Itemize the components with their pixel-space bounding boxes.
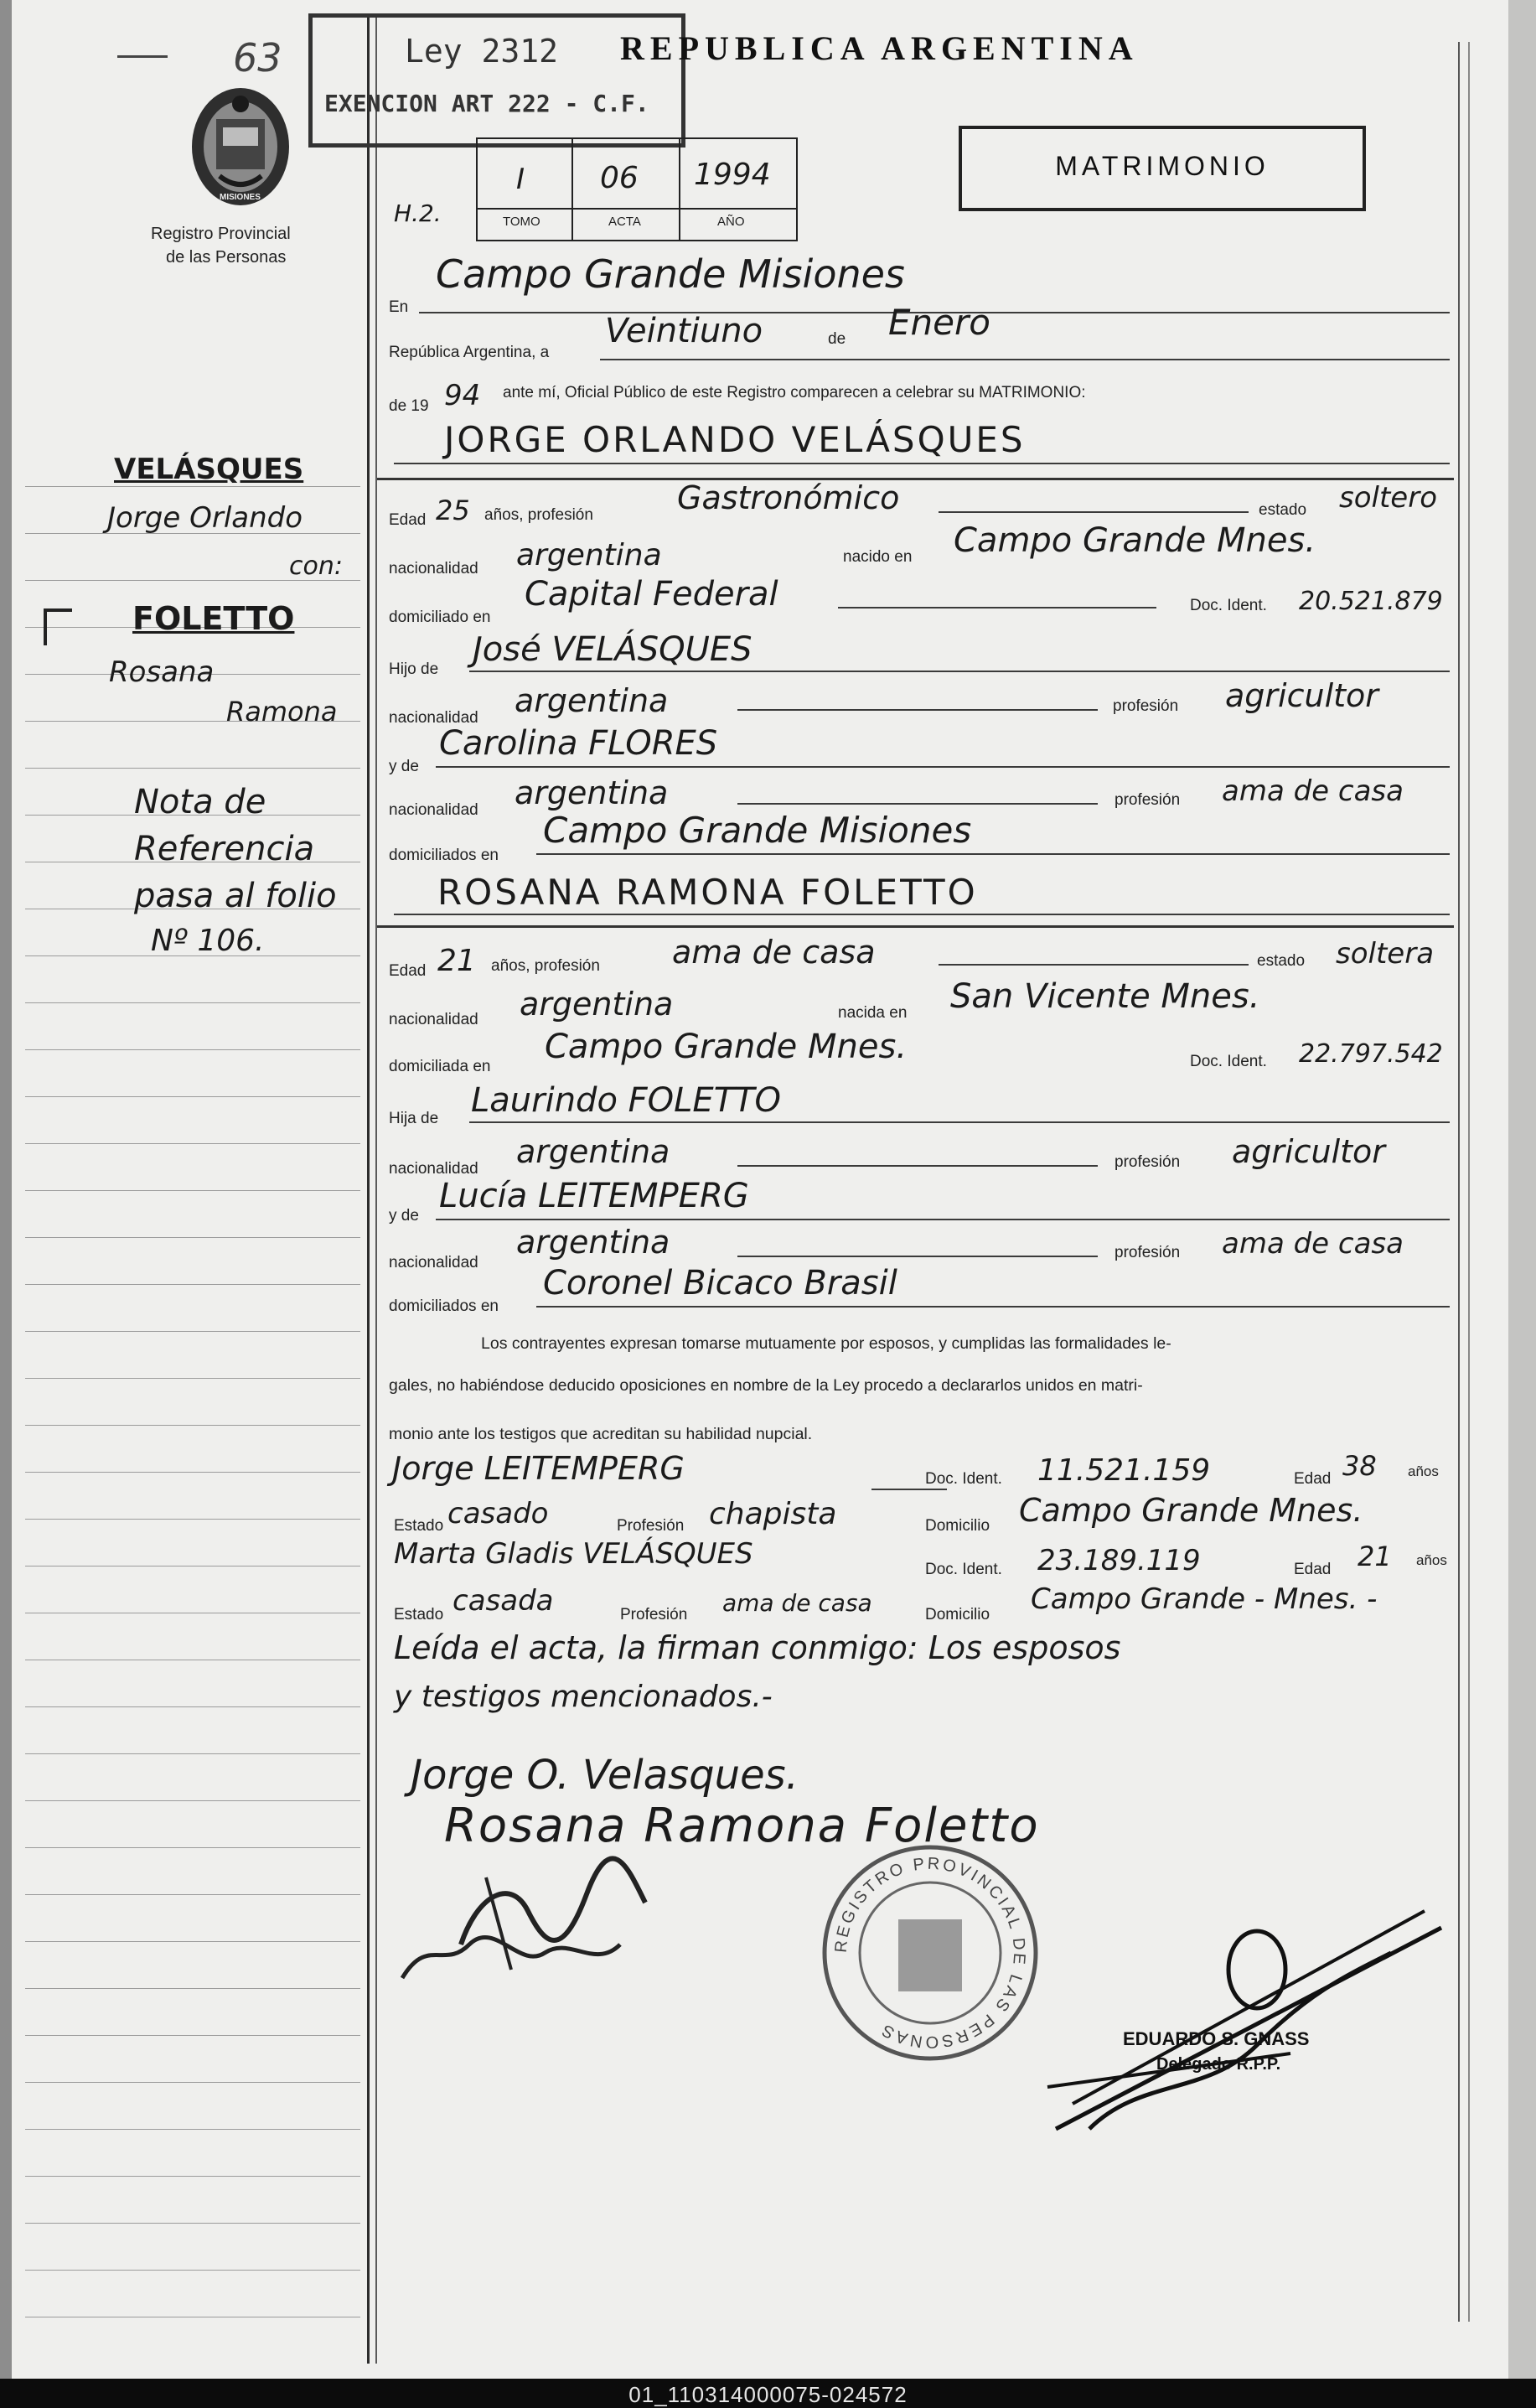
groom-edad-label: Edad	[389, 511, 427, 529]
line	[394, 914, 1450, 915]
record-acta-label: ACTA	[608, 215, 641, 229]
margin-note-line3: pasa al folio	[134, 877, 337, 915]
groom-padre-nac-label: nacionalidad	[389, 709, 478, 727]
margin-ruled-line	[25, 1378, 360, 1379]
bride-nacionalidad-label: nacionalidad	[389, 1011, 478, 1028]
bride-padres-dom-label: domiciliados en	[389, 1297, 499, 1315]
margin-ruled-line	[25, 1472, 360, 1473]
margin-ruled-line	[25, 1002, 360, 1003]
groom-padre-nac: argentina	[515, 682, 669, 719]
category-box	[959, 126, 1366, 211]
right-binding-line-2	[1468, 42, 1470, 2322]
seal-text: MISIONES	[220, 193, 261, 202]
margin-ruled-line	[25, 2129, 360, 2130]
page-number: 63	[233, 35, 282, 80]
groom-y-de-label: y de	[389, 758, 419, 775]
record-divider-1	[571, 139, 573, 240]
bride-edad-label: Edad	[389, 962, 427, 980]
round-registry-stamp	[821, 1844, 1039, 2062]
witness1-edad: 38	[1342, 1450, 1377, 1482]
column-divider	[367, 17, 370, 2364]
groom-nacionalidad-label: nacionalidad	[389, 560, 478, 577]
right-binding-line	[1458, 42, 1460, 2322]
margin-note-line4: Nº 106.	[151, 924, 265, 958]
bride-anos-prof-label: años, profesión	[491, 957, 600, 975]
groom-estado: soltero	[1339, 481, 1437, 515]
witness2-estado: casada	[453, 1584, 554, 1618]
ante-text: ante mí, Oficial Público de este Registro comparecen a celebrar su MATRIMONIO:	[503, 384, 1086, 401]
witness1-domicilio: Campo Grande Mnes.	[1019, 1492, 1363, 1529]
groom-domiciliado-label: domiciliado en	[389, 608, 491, 626]
witness2-edad-label: Edad	[1294, 1561, 1332, 1578]
witness1-estado-label: Estado	[394, 1517, 444, 1535]
margin-ruled-line	[25, 768, 360, 769]
groom-estado-label: estado	[1259, 501, 1307, 519]
line	[436, 1219, 1450, 1220]
groom-madre: Carolina FLORES	[439, 724, 718, 763]
official-title: Delegado R.P.P.	[1156, 2055, 1281, 2074]
bride-madre: Lucía LEITEMPERG	[439, 1177, 749, 1215]
groom-madre-prof: ama de casa	[1222, 774, 1404, 808]
bride-madre-prof-label: profesión	[1115, 1244, 1181, 1261]
margin-note-line1: Nota de	[134, 783, 266, 821]
margin-ruled-line	[25, 2176, 360, 2177]
groom-hijo-label: Hijo de	[389, 660, 439, 678]
witness2-edad: 21	[1358, 1541, 1392, 1572]
groom-madre-nac-label: nacionalidad	[389, 801, 478, 819]
record-ano: 1994	[694, 158, 771, 192]
margin-ruled-line	[25, 1190, 360, 1191]
registry-name-line1: Registro Provincial	[151, 225, 291, 243]
margin-ruled-line	[25, 1284, 360, 1285]
registry-seal	[186, 84, 295, 210]
section-rule	[377, 925, 1454, 928]
margin-ruled-line	[25, 2270, 360, 2271]
de-label: de	[828, 330, 846, 348]
groom-padre-prof: agricultor	[1225, 677, 1378, 714]
line	[394, 463, 1450, 464]
record-tomo-label: TOMO	[503, 215, 540, 229]
groom-nacido-label: nacido en	[843, 548, 913, 566]
witness2-name: Marta Gladis VELÁSQUES	[394, 1537, 753, 1571]
document-id: 01_110314000075-024572	[628, 2382, 908, 2407]
section-rule	[377, 478, 1454, 480]
bride-padre: Laurindo FOLETTO	[471, 1081, 782, 1120]
margin-ruled-line	[25, 2223, 360, 2224]
line	[536, 853, 1450, 855]
record-prefix: H.2.	[394, 199, 442, 227]
witness1-doc: 11.521.159	[1037, 1453, 1211, 1488]
declaration-line2: gales, no habiéndose deducido oposiciones en nombre de la Ley procedo a declararlos unidos en matri-	[389, 1376, 1143, 1395]
record-label-rule	[478, 208, 796, 210]
round-stamp-text: REGISTRO PROVINCIAL DE LAS PERSONAS	[831, 1854, 1029, 2052]
margin-ruled-line	[25, 1143, 360, 1144]
record-divider-2	[679, 139, 680, 240]
groom-padres-dom: Campo Grande Misiones	[543, 810, 972, 851]
bride-domicilio: Campo Grande Mnes.	[545, 1028, 908, 1066]
registry-name-line2: de las Personas	[166, 248, 287, 267]
official-name: EDUARDO S. GNASS	[1123, 2028, 1310, 2049]
en-label: En	[389, 298, 409, 316]
margin-ruled-line	[25, 1425, 360, 1426]
margin-ruled-line	[25, 486, 360, 487]
witness2-doc-label: Doc. Ident.	[925, 1561, 1002, 1578]
line	[436, 766, 1450, 768]
record-tomo: I	[516, 163, 525, 196]
bride-profesion: ama de casa	[672, 934, 876, 971]
official-signature-scrawl	[1039, 1877, 1458, 2146]
margin-ruled-line	[25, 1847, 360, 1848]
witness2-doc: 23.189.119	[1037, 1544, 1201, 1577]
line	[469, 1121, 1450, 1123]
bride-nacida-en: San Vicente Mnes.	[950, 977, 1260, 1016]
line	[536, 1306, 1450, 1308]
bride-madre-nac-label: nacionalidad	[389, 1254, 478, 1271]
margin-bride-name1: Rosana	[109, 655, 215, 689]
line	[871, 1489, 947, 1490]
groom-nacionalidad: argentina	[516, 538, 662, 572]
margin-ruled-line	[25, 1800, 360, 1801]
bride-padre-nac: argentina	[516, 1133, 670, 1170]
margin-mark	[44, 608, 72, 645]
line	[737, 1165, 1098, 1167]
groom-nacido-en: Campo Grande Mnes.	[954, 521, 1316, 560]
witness2-profesion-label: Profesión	[620, 1606, 688, 1623]
groom-padre: José VELÁSQUES	[473, 630, 752, 669]
bride-signature: Rosana Ramona Foletto	[444, 1799, 1040, 1853]
bride-estado-label: estado	[1257, 952, 1306, 970]
witness1-domicilio-label: Domicilio	[925, 1517, 990, 1535]
margin-ruled-line	[25, 1941, 360, 1942]
bride-madre-nac: argentina	[516, 1224, 670, 1261]
groom-padres-dom-label: domiciliados en	[389, 847, 499, 864]
bride-doc-label: Doc. Ident.	[1190, 1053, 1267, 1070]
line	[838, 607, 1156, 608]
marriage-place: Campo Grande Misiones	[436, 251, 905, 297]
groom-domicilio: Capital Federal	[525, 575, 778, 614]
margin-ruled-line	[25, 2035, 360, 2036]
margin-ruled-line	[25, 1753, 360, 1754]
margin-ruled-line	[25, 1894, 360, 1895]
bride-estado: soltera	[1336, 937, 1435, 971]
margin-ruled-line	[25, 1096, 360, 1097]
groom-full-name: JORGE ORLANDO VELÁSQUES	[444, 419, 1026, 460]
groom-padre-prof-label: profesión	[1113, 697, 1179, 715]
bride-y-de-label: y de	[389, 1207, 419, 1225]
line	[737, 1256, 1098, 1257]
bride-padre-prof: agricultor	[1232, 1133, 1385, 1170]
witness1-name: Jorge LEITEMPERG	[392, 1450, 685, 1487]
bride-domiciliada-label: domiciliada en	[389, 1058, 491, 1075]
margin-ruled-line	[25, 1988, 360, 1989]
groom-signature: Jorge O. Velasques.	[411, 1752, 799, 1799]
witness2-profesion: ama de casa	[722, 1589, 872, 1617]
bride-edad: 21	[437, 944, 476, 978]
declaration-line1: Los contrayentes expresan tomarse mutuamente por esposos, y cumplidas las formalidades le-	[481, 1334, 1171, 1353]
witness1-doc-label: Doc. Ident.	[925, 1470, 1002, 1488]
groom-doc-label: Doc. Ident.	[1190, 597, 1267, 614]
record-ano-label: AÑO	[717, 215, 745, 229]
right-page-edge	[1508, 0, 1536, 2379]
witness1-edad-label: Edad	[1294, 1470, 1332, 1488]
margin-bride-surname: FOLETTO	[132, 600, 295, 637]
margin-con: con:	[289, 552, 343, 581]
margin-ruled-line	[25, 2082, 360, 2083]
margin-ruled-line	[25, 1049, 360, 1050]
margin-ruled-line	[25, 1331, 360, 1332]
coat-of-arms-icon	[186, 84, 295, 210]
marriage-month: Enero	[888, 302, 990, 343]
closing-line2: y testigos mencionados.-	[394, 1680, 773, 1714]
republica-label: República Argentina, a	[389, 344, 550, 361]
groom-profesion: Gastronómico	[677, 479, 900, 516]
witness2-estado-label: Estado	[394, 1606, 444, 1623]
bride-nacionalidad: argentina	[520, 986, 674, 1023]
margin-note-line2: Referencia	[134, 830, 315, 868]
groom-madre-nac: argentina	[515, 774, 669, 811]
year-suffix: 94	[444, 379, 481, 412]
witness2-domicilio-label: Domicilio	[925, 1606, 990, 1623]
witness2-domicilio: Campo Grande - Mnes. -	[1031, 1582, 1378, 1616]
groom-edad: 25	[436, 495, 470, 526]
bride-padre-nac-label: nacionalidad	[389, 1160, 478, 1178]
witness1-estado: casado	[447, 1497, 549, 1530]
category-label: MATRIMONIO	[1055, 151, 1270, 181]
witness1-profesion: chapista	[709, 1497, 837, 1531]
ley-stamp-line1: Ley 2312	[405, 33, 559, 70]
margin-groom-names: Jorge Orlando	[107, 501, 303, 535]
bride-hija-label: Hija de	[389, 1110, 439, 1127]
ley-stamp-line2: EXENCION ART 222 - C.F.	[324, 90, 649, 117]
marriage-day: Veintiuno	[605, 312, 763, 350]
bride-nacida-label: nacida en	[838, 1004, 908, 1022]
bride-full-name: ROSANA RAMONA FOLETTO	[437, 872, 978, 913]
record-box	[476, 137, 798, 241]
line	[737, 709, 1098, 711]
page-number-dash	[117, 55, 168, 58]
line	[600, 359, 1450, 360]
bride-padre-prof-label: profesión	[1115, 1153, 1181, 1171]
round-stamp-seal-icon	[821, 1844, 1039, 2062]
margin-ruled-line	[25, 1237, 360, 1238]
bride-madre-prof: ama de casa	[1222, 1227, 1404, 1261]
bride-padres-dom: Coronel Bicaco Brasil	[543, 1264, 897, 1302]
column-divider-2	[375, 17, 377, 2364]
bride-doc: 22.797.542	[1299, 1039, 1443, 1069]
republic-header: REPUBLICA ARGENTINA	[620, 29, 1139, 67]
left-page-edge	[0, 0, 12, 2379]
closing-line1: Leída el acta, la firman conmigo: Los esposos	[394, 1629, 1121, 1666]
year-prefix: de 19	[389, 397, 429, 415]
groom-madre-prof-label: profesión	[1115, 791, 1181, 809]
margin-ruled-line	[25, 1519, 360, 1520]
margin-groom-surname: VELÁSQUES	[114, 453, 304, 486]
line	[939, 511, 1249, 513]
line	[469, 671, 1450, 672]
line	[939, 964, 1249, 966]
witness-signatures-scrawl	[394, 1844, 679, 1995]
line	[737, 803, 1098, 805]
witness1-anos-label: años	[1408, 1463, 1439, 1479]
witness2-anos-label: años	[1416, 1552, 1447, 1568]
record-acta: 06	[600, 161, 639, 195]
groom-doc: 20.521.879	[1299, 587, 1443, 616]
margin-bride-name2: Ramona	[226, 696, 338, 728]
groom-anos-prof-label: años, profesión	[484, 506, 593, 524]
witness1-profesion-label: Profesión	[617, 1517, 685, 1535]
declaration-line3: monio ante los testigos que acreditan su habilidad nupcial.	[389, 1425, 813, 1443]
margin-ruled-line	[25, 1706, 360, 1707]
